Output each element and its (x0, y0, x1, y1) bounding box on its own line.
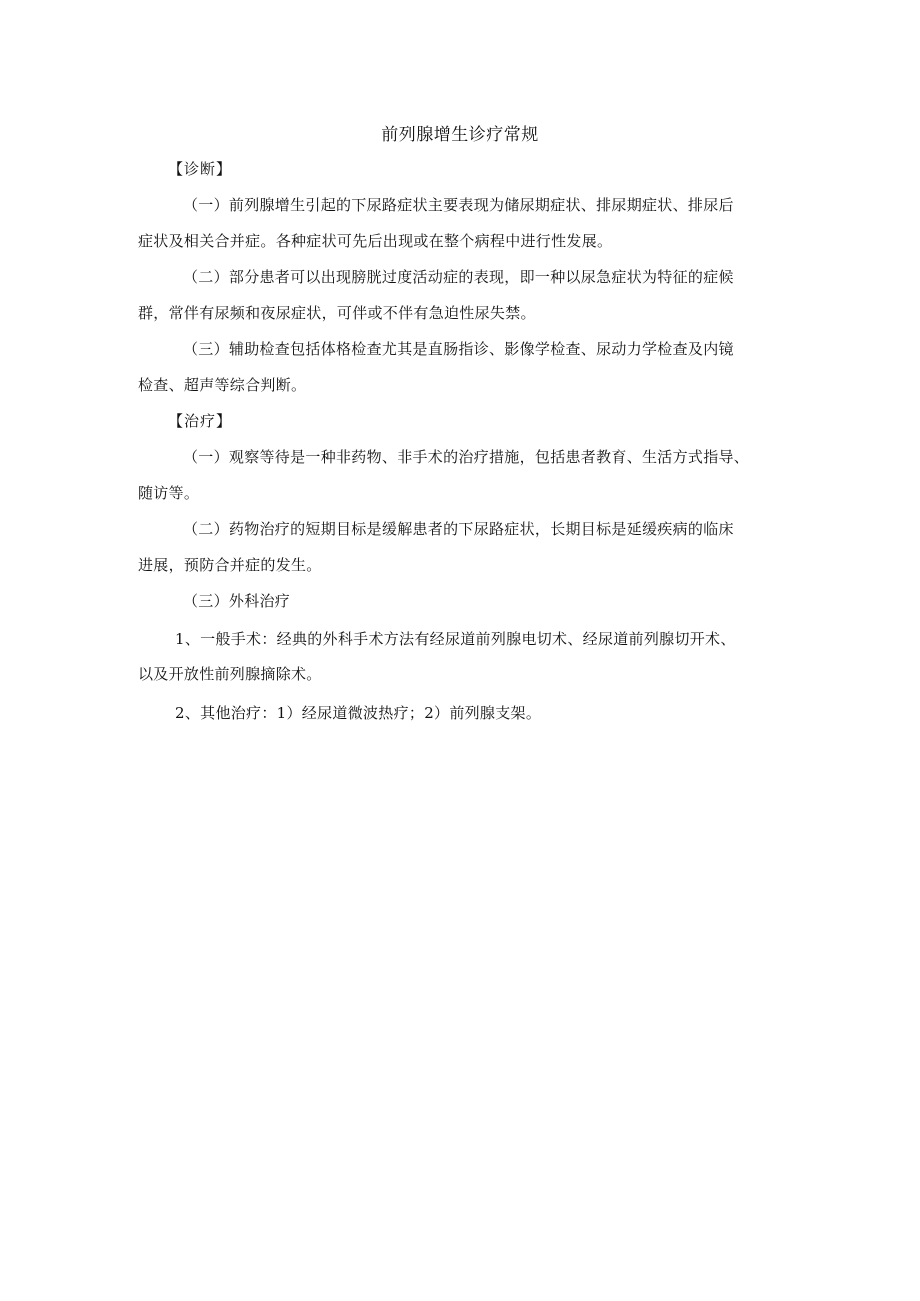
paragraph-line: 2、其他治疗：1）经尿道微波热疗；2）前列腺支架。 (175, 704, 542, 722)
paragraph-line: 进展，预防合并症的发生。 (138, 556, 322, 574)
paragraph-line: 以及开放性前列腺摘除术。 (138, 665, 322, 683)
paragraph-line: 1、一般手术：经典的外科手术方法有经尿道前列腺电切术、经尿道前列腺切开术、 (175, 630, 736, 648)
paragraph-line: （二）部分患者可以出现膀胱过度活动症的表现，即一种以尿急症状为特征的症候 (183, 268, 734, 286)
paragraph-line: （二）药物治疗的短期目标是缓解患者的下尿路症状，长期目标是延缓疾病的临床 (183, 520, 734, 538)
paragraph-line: 群，常伴有尿频和夜尿症状，可伴或不伴有急迫性尿失禁。 (138, 304, 536, 322)
paragraph-line: 症状及相关合并症。各种症状可先后出现或在整个病程中进行性发展。 (138, 232, 613, 250)
paragraph-line: 随访等。 (138, 484, 200, 502)
section-heading-treatment: 【治疗】 (168, 412, 233, 430)
paragraph-line: （一）观察等待是一种非药物、非手术的治疗措施，包括患者教育、生活方式指导、 (183, 448, 750, 466)
paragraph-line: 检查、超声等综合判断。 (138, 376, 307, 394)
paragraph-line: （一）前列腺增生引起的下尿路症状主要表现为储尿期症状、排尿期症状、排尿后 (183, 196, 734, 214)
document-title: 前列腺增生诊疗常规 (381, 125, 539, 145)
subsection-heading-surgery: （三）外科治疗 (183, 592, 291, 610)
section-heading-diagnosis: 【诊断】 (168, 160, 233, 178)
paragraph-line: （三）辅助检查包括体格检查尤其是直肠指诊、影像学检查、尿动力学检查及内镜 (183, 340, 734, 358)
